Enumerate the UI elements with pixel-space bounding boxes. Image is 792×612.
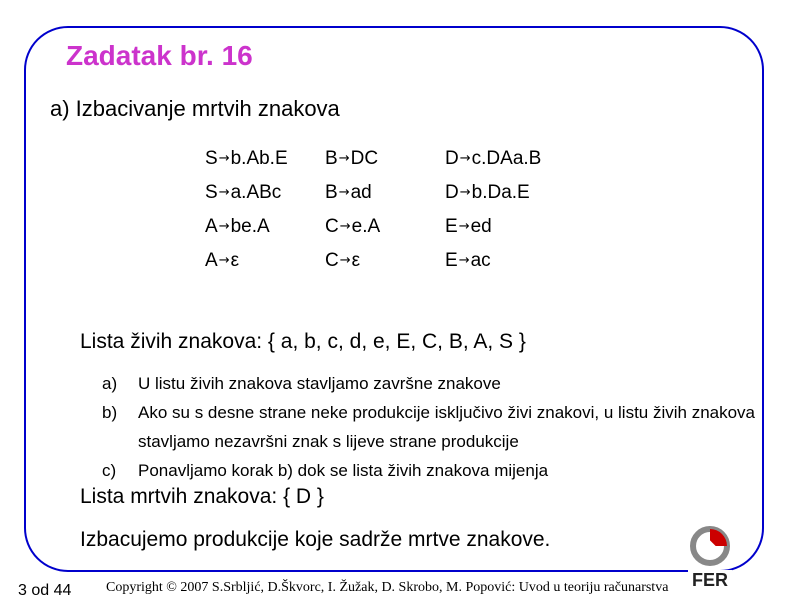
production-rhs: be.A: [230, 216, 270, 237]
production: [205, 148, 288, 170]
arrow-icon: →: [458, 219, 470, 234]
production-lhs: A: [205, 216, 218, 237]
production-lhs: E: [445, 216, 458, 237]
arrow-icon: →: [218, 219, 230, 234]
production: [325, 250, 360, 272]
step-marker: c): [102, 461, 117, 480]
production: [205, 182, 281, 204]
production-rhs: a.ABc: [230, 182, 282, 203]
production-rhs: b.Da.E: [471, 182, 530, 203]
production: [205, 250, 239, 272]
logo-text: FER: [692, 570, 728, 590]
production-rhs: c.DAa.B: [471, 148, 542, 169]
production-rhs: b.Ab.E: [230, 148, 288, 169]
production: [205, 216, 270, 238]
production-lhs: D: [445, 148, 459, 169]
production-lhs: E: [445, 250, 458, 271]
production: [325, 148, 378, 170]
arrow-icon: →: [218, 185, 230, 200]
conclusion-text: Izbacujemo produkcije koje sadrže mrtve znakove.: [80, 528, 551, 551]
production-lhs: A: [205, 250, 218, 271]
arrow-icon: →: [338, 151, 350, 166]
step-item: [102, 398, 762, 456]
production-rhs: ad: [350, 182, 372, 203]
copyright-text: Copyright © 2007 S.Srbljić, D.Škvorc, I. Žužak, D. Skrobo, M. Popović: Uvod u teoriju računarstva: [106, 580, 669, 595]
production: [445, 182, 530, 204]
fer-logo-icon: [686, 524, 734, 590]
arrow-icon: →: [218, 253, 230, 268]
arrow-icon: →: [458, 253, 470, 268]
slide-subtitle: a) Izbacivanje mrtvih znakova: [50, 96, 340, 121]
arrow-icon: →: [339, 253, 351, 268]
step-marker: a): [102, 374, 118, 393]
production-lhs: B: [325, 182, 338, 203]
production: [445, 216, 492, 238]
algorithm-steps: [102, 369, 762, 485]
production-lhs: B: [325, 148, 338, 169]
production: [325, 182, 372, 204]
live-symbols-list: Lista živih znakova: { a, b, c, d, e, E, C, B, A, S }: [80, 330, 526, 353]
production-lhs: C: [325, 216, 339, 237]
production-rhs: ed: [470, 216, 492, 237]
step-marker: b): [102, 403, 118, 422]
arrow-icon: →: [218, 151, 230, 166]
step-item: [102, 456, 762, 485]
production-rhs: e.A: [351, 216, 381, 237]
step-text: Ponavljamo korak b) dok se lista živih znakova mijenja: [138, 461, 549, 480]
step-item: [102, 369, 762, 398]
arrow-icon: →: [459, 151, 471, 166]
dead-symbols-list: Lista mrtvih znakova: { D }: [80, 485, 324, 508]
production-lhs: D: [445, 182, 459, 203]
production: [445, 250, 491, 272]
arrow-icon: →: [338, 185, 350, 200]
production: [445, 148, 541, 170]
step-text: Ako su s desne strane neke produkcije isključivo živi znakovi, u listu živih znakova stavljamo nezavršni znak s lijeve strane produkcije: [138, 403, 756, 451]
production: [325, 216, 380, 238]
production-lhs: C: [325, 250, 339, 271]
step-text: U listu živih znakova stavljamo završne znakove: [138, 374, 501, 393]
arrow-icon: →: [459, 185, 471, 200]
page-number: 3 od 44: [18, 582, 72, 599]
slide-title: Zadatak br. 16: [66, 40, 253, 71]
production-lhs: S: [205, 148, 218, 169]
production-rhs: ac: [470, 250, 491, 271]
production-lhs: S: [205, 182, 218, 203]
production-rhs: DC: [350, 148, 379, 169]
production-rhs: ε: [230, 250, 240, 271]
arrow-icon: →: [339, 219, 351, 234]
production-rhs: ε: [351, 250, 361, 271]
